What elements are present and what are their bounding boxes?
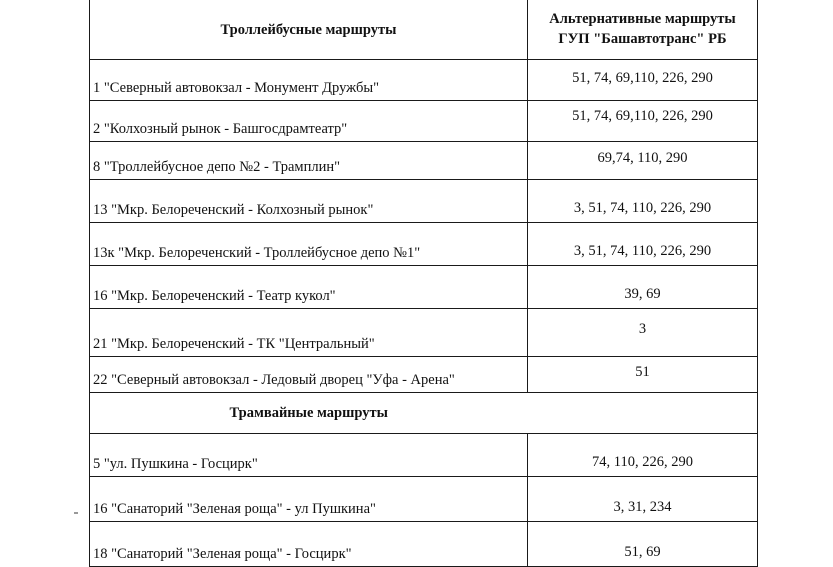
route-name: 5 "ул. Пушкина - Госцирк"	[90, 434, 528, 477]
alt-routes: 51, 74, 69,110, 226, 290	[528, 101, 758, 142]
header-alt-line1: Альтернативные маршруты	[549, 11, 736, 27]
alt-routes: 3, 51, 74, 110, 226, 290	[528, 223, 758, 266]
route-name: 18 "Санаторий "Зеленая роща" - Госцирк"	[90, 522, 528, 567]
alt-routes: 51, 74, 69,110, 226, 290	[528, 60, 758, 101]
table-row	[90, 142, 758, 180]
table-header	[90, 0, 758, 60]
route-name: 16 "Санаторий "Зеленая роща" - ул Пушкина"	[90, 477, 528, 522]
alt-routes: 51	[528, 357, 758, 393]
alt-routes: 51, 69	[528, 522, 758, 567]
tram-section-row	[90, 393, 758, 434]
tram-section-title: Трамвайные маршруты	[90, 393, 528, 434]
route-name: 21 "Мкр. Белореченский - ТК "Центральный"	[90, 309, 528, 357]
alt-routes: 3, 51, 74, 110, 226, 290	[528, 180, 758, 223]
route-name: 13к "Мкр. Белореченский - Троллейбусное депо №1"	[90, 223, 528, 266]
table-row	[90, 434, 758, 477]
tram-section-empty	[528, 393, 758, 434]
route-name: 1 "Северный автовокзал - Монумент Дружбы"	[90, 60, 528, 101]
route-name: 8 "Троллейбусное депо №2 - Трамплин"	[90, 142, 528, 180]
table-row	[90, 522, 758, 567]
scan-speck	[74, 512, 78, 514]
alt-routes: 3, 31, 234	[528, 477, 758, 522]
alt-routes: 69,74, 110, 290	[528, 142, 758, 180]
routes-table	[89, 0, 758, 567]
table-row	[90, 309, 758, 357]
route-name: 13 "Мкр. Белореченский - Колхозный рынок"	[90, 180, 528, 223]
header-alternative	[528, 0, 758, 60]
table-row	[90, 357, 758, 393]
route-name: 16 "Мкр. Белореченский - Театр кукол"	[90, 266, 528, 309]
route-name: 22 "Северный автовокзал - Ледовый дворец "Уфа - Арена"	[90, 357, 528, 393]
alt-routes: 39, 69	[528, 266, 758, 309]
table-row	[90, 266, 758, 309]
alt-routes: 3	[528, 309, 758, 357]
table-row	[90, 60, 758, 101]
header-routes: Троллейбусные маршруты	[90, 0, 528, 60]
header-alt-line2: ГУП "Башавтотранс" РБ	[558, 31, 727, 47]
table-row	[90, 477, 758, 522]
table-row	[90, 180, 758, 223]
alt-routes: 74, 110, 226, 290	[528, 434, 758, 477]
route-name: 2 "Колхозный рынок - Башгосдрамтеатр"	[90, 101, 528, 142]
table-row	[90, 101, 758, 142]
table-row	[90, 223, 758, 266]
